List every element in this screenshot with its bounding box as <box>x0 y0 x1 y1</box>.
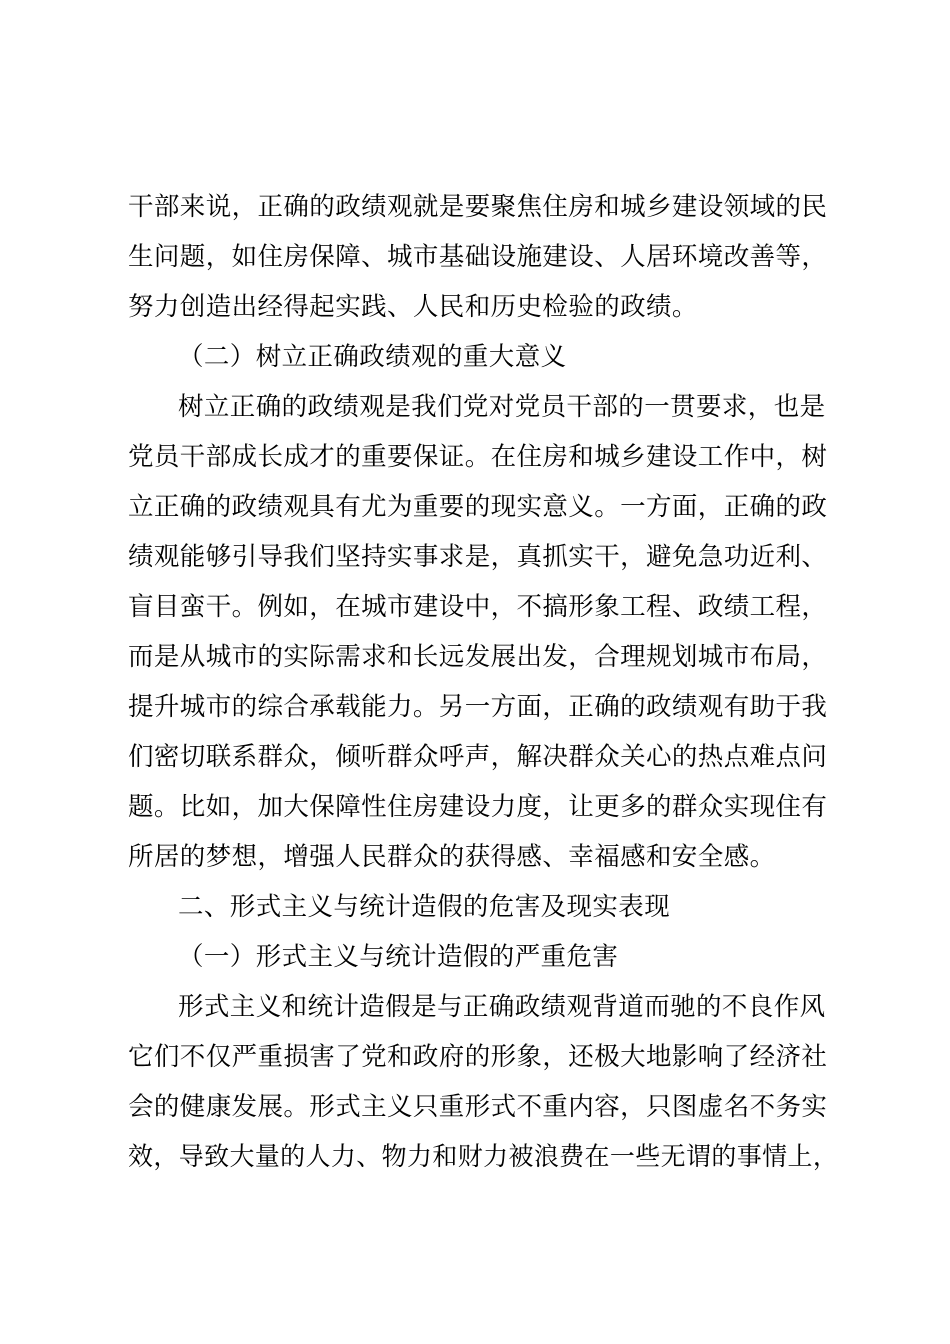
text-line: 干部来说，正确的政绩观就是要聚焦住房和城乡建设领域的民 <box>128 192 828 222</box>
text-line: 绩观能够引导我们坚持实事求是，真抓实干，避免急功近利、 <box>128 542 828 572</box>
text-line: 党员干部成长成才的重要保证。在住房和城乡建设工作中，树 <box>128 442 828 472</box>
text-line: 效，导致大量的人力、物力和财力被浪费在一些无谓的事情上， <box>128 1142 839 1172</box>
paragraph-first-line: 树立正确的政绩观是我们党对党员干部的一贯要求，也是 <box>178 392 826 422</box>
section-heading: （二）树立正确政绩观的重大意义 <box>178 342 567 372</box>
text-line: 而是从城市的实际需求和长远发展出发，合理规划城市布局， <box>128 642 828 672</box>
text-line: 生问题，如住房保障、城市基础设施建设、人居环境改善等， <box>128 242 828 272</box>
subsection-heading: （一）形式主义与统计造假的严重危害 <box>178 942 619 972</box>
paragraph-first-line: 形式主义和统计造假是与正确政绩观背道而驰的不良作风 <box>178 992 826 1022</box>
text-line: 立正确的政绩观具有尤为重要的现实意义。一方面，正确的政 <box>128 492 828 522</box>
text-line: 盲目蛮干。例如，在城市建设中，不搞形象工程、政绩工程， <box>128 592 828 622</box>
section-heading: 二、形式主义与统计造假的危害及现实表现 <box>178 892 671 922</box>
text-line: 题。比如，加大保障性住房建设力度，让更多的群众实现住有 <box>128 792 828 822</box>
text-line: 它们不仅严重损害了党和政府的形象，还极大地影响了经济社 <box>128 1042 828 1072</box>
text-line: 努力创造出经得起实践、人民和历史检验的政绩。 <box>128 292 698 322</box>
text-line: 提升城市的综合承载能力。另一方面，正确的政绩观有助于我 <box>128 692 828 722</box>
text-line: 会的健康发展。形式主义只重形式不重内容，只图虚名不务实 <box>128 1092 828 1122</box>
text-line: 所居的梦想，增强人民群众的获得感、幸福感和安全感。 <box>128 842 776 872</box>
text-line: 们密切联系群众，倾听群众呼声，解决群众关心的热点难点问 <box>128 742 828 772</box>
